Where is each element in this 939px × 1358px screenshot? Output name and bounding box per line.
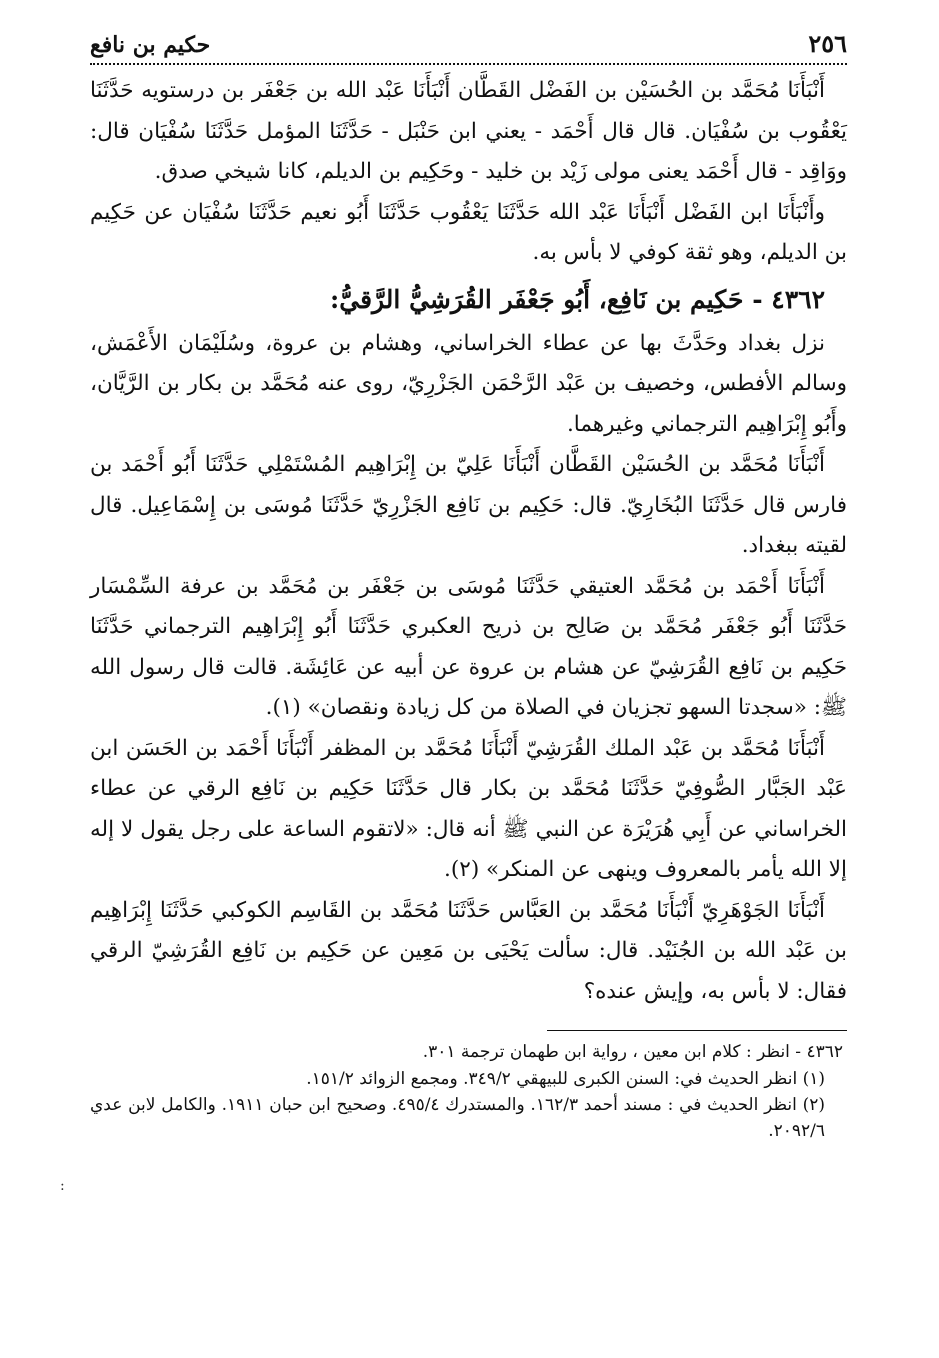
footnotes	[90, 1039, 847, 1144]
entry-paragraph-5: أَنْبَأَنَا الجَوْهَرِيّ أَنْبَأَنَا مُحَمَّد بن العَبَّاس حَدَّثَنَا مُحَمَّد بن القَاسِم الكوكبي حَدَّثَنَا إِبْرَاهِيم بن عَبْد الله بن الجُنَيْد. قال: سألت يَحْيَى بن مَعِين عن حَكِيم بن نَافِع القُرَشِيّ الرقي فقال: لا بأس به، وإيش عنده؟	[90, 897, 847, 1004]
entry-paragraph-3: أَنْبَأَنَا أَحْمَد بن مُحَمَّد العتيقي حَدَّثَنَا مُوسَى بن جَعْفَر بن مُحَمَّد بن عرفة السِّمْسَار حَدَّثَنَا أَبُو جَعْفَر مُحَمَّد بن صَالِح بن ذريح العكبري حَدَّثَنَا أَبُو إِبْرَاهِيم الترجماني حَدَّثَنَا حَكِيم بن نَافِع القُرَشِيّ عن هشام بن عروة عن أبيه عن عَائِشَة. قالت قال رسول الله ﷺ: «سجدتا السهو تجزيان في الصلاة من كل زيادة ونقصان» (١).	[90, 573, 847, 720]
margin-mark: :	[60, 1178, 65, 1194]
main-text	[90, 71, 847, 1012]
running-title: حكيم بن نافع	[90, 32, 211, 58]
footnote-list	[90, 1066, 847, 1144]
running-head	[90, 28, 847, 65]
footnote-1: (١) انظر الحديث في: السنن الكبرى للبيهقي ٣٤٩/٢. ومجمع الزوائد ١٥١/٢.	[306, 1069, 825, 1089]
entry-heading: ٤٣٦٢ - حَكِيم بن نَافِع، أَبُو جَعْفَر القُرَشِيُّ الرَّقيُّ:	[330, 284, 825, 314]
page-number: ٢٥٦	[808, 29, 847, 58]
entry-paragraph-1: نزل بغداد وحَدَّثَ بها عن عطاء الخراساني، وهشام بن عروة، وسُلَيْمَان الأَعْمَش، وسالم الأفطس، وخصيف بن عَبْد الرَّحْمَن الجَزْرِيّ، روى عنه مُحَمَّد بن بكار بن الرَّيَّان، وأَبُو إِبْرَاهِيم الترجماني وغيرهما.	[90, 330, 847, 437]
footnote-divider	[547, 1030, 847, 1031]
footnote-2: (٢) انظر الحديث في : مسند أحمد ١٦٢/٣. والمستدرك ٤٩٥/٤. وصحيح ابن حبان ١٩١١. والكامل لابن عدي ٢٠٩٢/٦.	[90, 1095, 825, 1141]
footnote-entry-note: ٤٣٦٢ - انظر : كلام ابن معين ، رواية ابن طهمان ترجمة ٣٠١.	[422, 1042, 843, 1062]
entry-paragraph-4: أَنْبَأَنَا مُحَمَّد بن عَبْد الملك القُرَشِيّ أَنْبَأَنَا مُحَمَّد بن المظفر أَنْبَأَنَا أَحْمَد بن الحَسَن ابن عَبْد الجَبَّار الصُّوفِيّ حَدَّثَنَا مُحَمَّد بن بكار قال حَدَّثَنَا حَكِيم بن نَافِع الرقي عن عطاء الخراساني عن أَبِي هُرَيْرَة عن النبي ﷺ أنه قال: «لاتقوم الساعة على رجل يقول لا إله إلا الله يأمر بالمعروف وينهى عن المنكر» (٢).	[90, 735, 847, 882]
paragraph-2: وأَنْبَأَنَا ابن الفَضْل أَنْبَأَنَا عَبْد الله حَدَّثَنَا يَعْقُوب حَدَّثَنَا أَبُو نعيم حَدَّثَنَا سُفْيَان عن حَكِيم بن الديلم، وهو ثقة كوفي لا بأس به.	[90, 199, 847, 265]
paragraph-1: أَنْبَأَنَا مُحَمَّد بن الحُسَيْن بن الفَضْل القَطَّان أَنْبَأَنَا عَبْد الله بن جَعْفَر بن درستويه حَدَّثَنَا يَعْقُوب بن سُفْيَان. قال قال أَحْمَد - يعني ابن حَنْبَل - حَدَّثَنَا المؤمل حَدَّثَنَا سُفْيَان قال: ووَاقِد - قال أَحْمَد يعنى مولى زَيْد بن خليد - وحَكِيم بن الديلم، كانا شيخي صدق.	[90, 78, 847, 184]
entry-paragraph-2: أَنْبَأَنَا مُحَمَّد بن الحُسَيْن القَطَّان أَنْبَأَنَا عَلِيّ بن إِبْرَاهِيم المُسْتَمْلِي حَدَّثَنَا أَبُو أَحْمَد بن فارس قال حَدَّثَنَا البُخَارِيّ. قال: حَكِيم بن نَافِع الجَزْرِيّ حَدَّثَنَا مُوسَى بن إِسْمَاعِيل. قال لقيته ببغداد.	[90, 452, 847, 558]
